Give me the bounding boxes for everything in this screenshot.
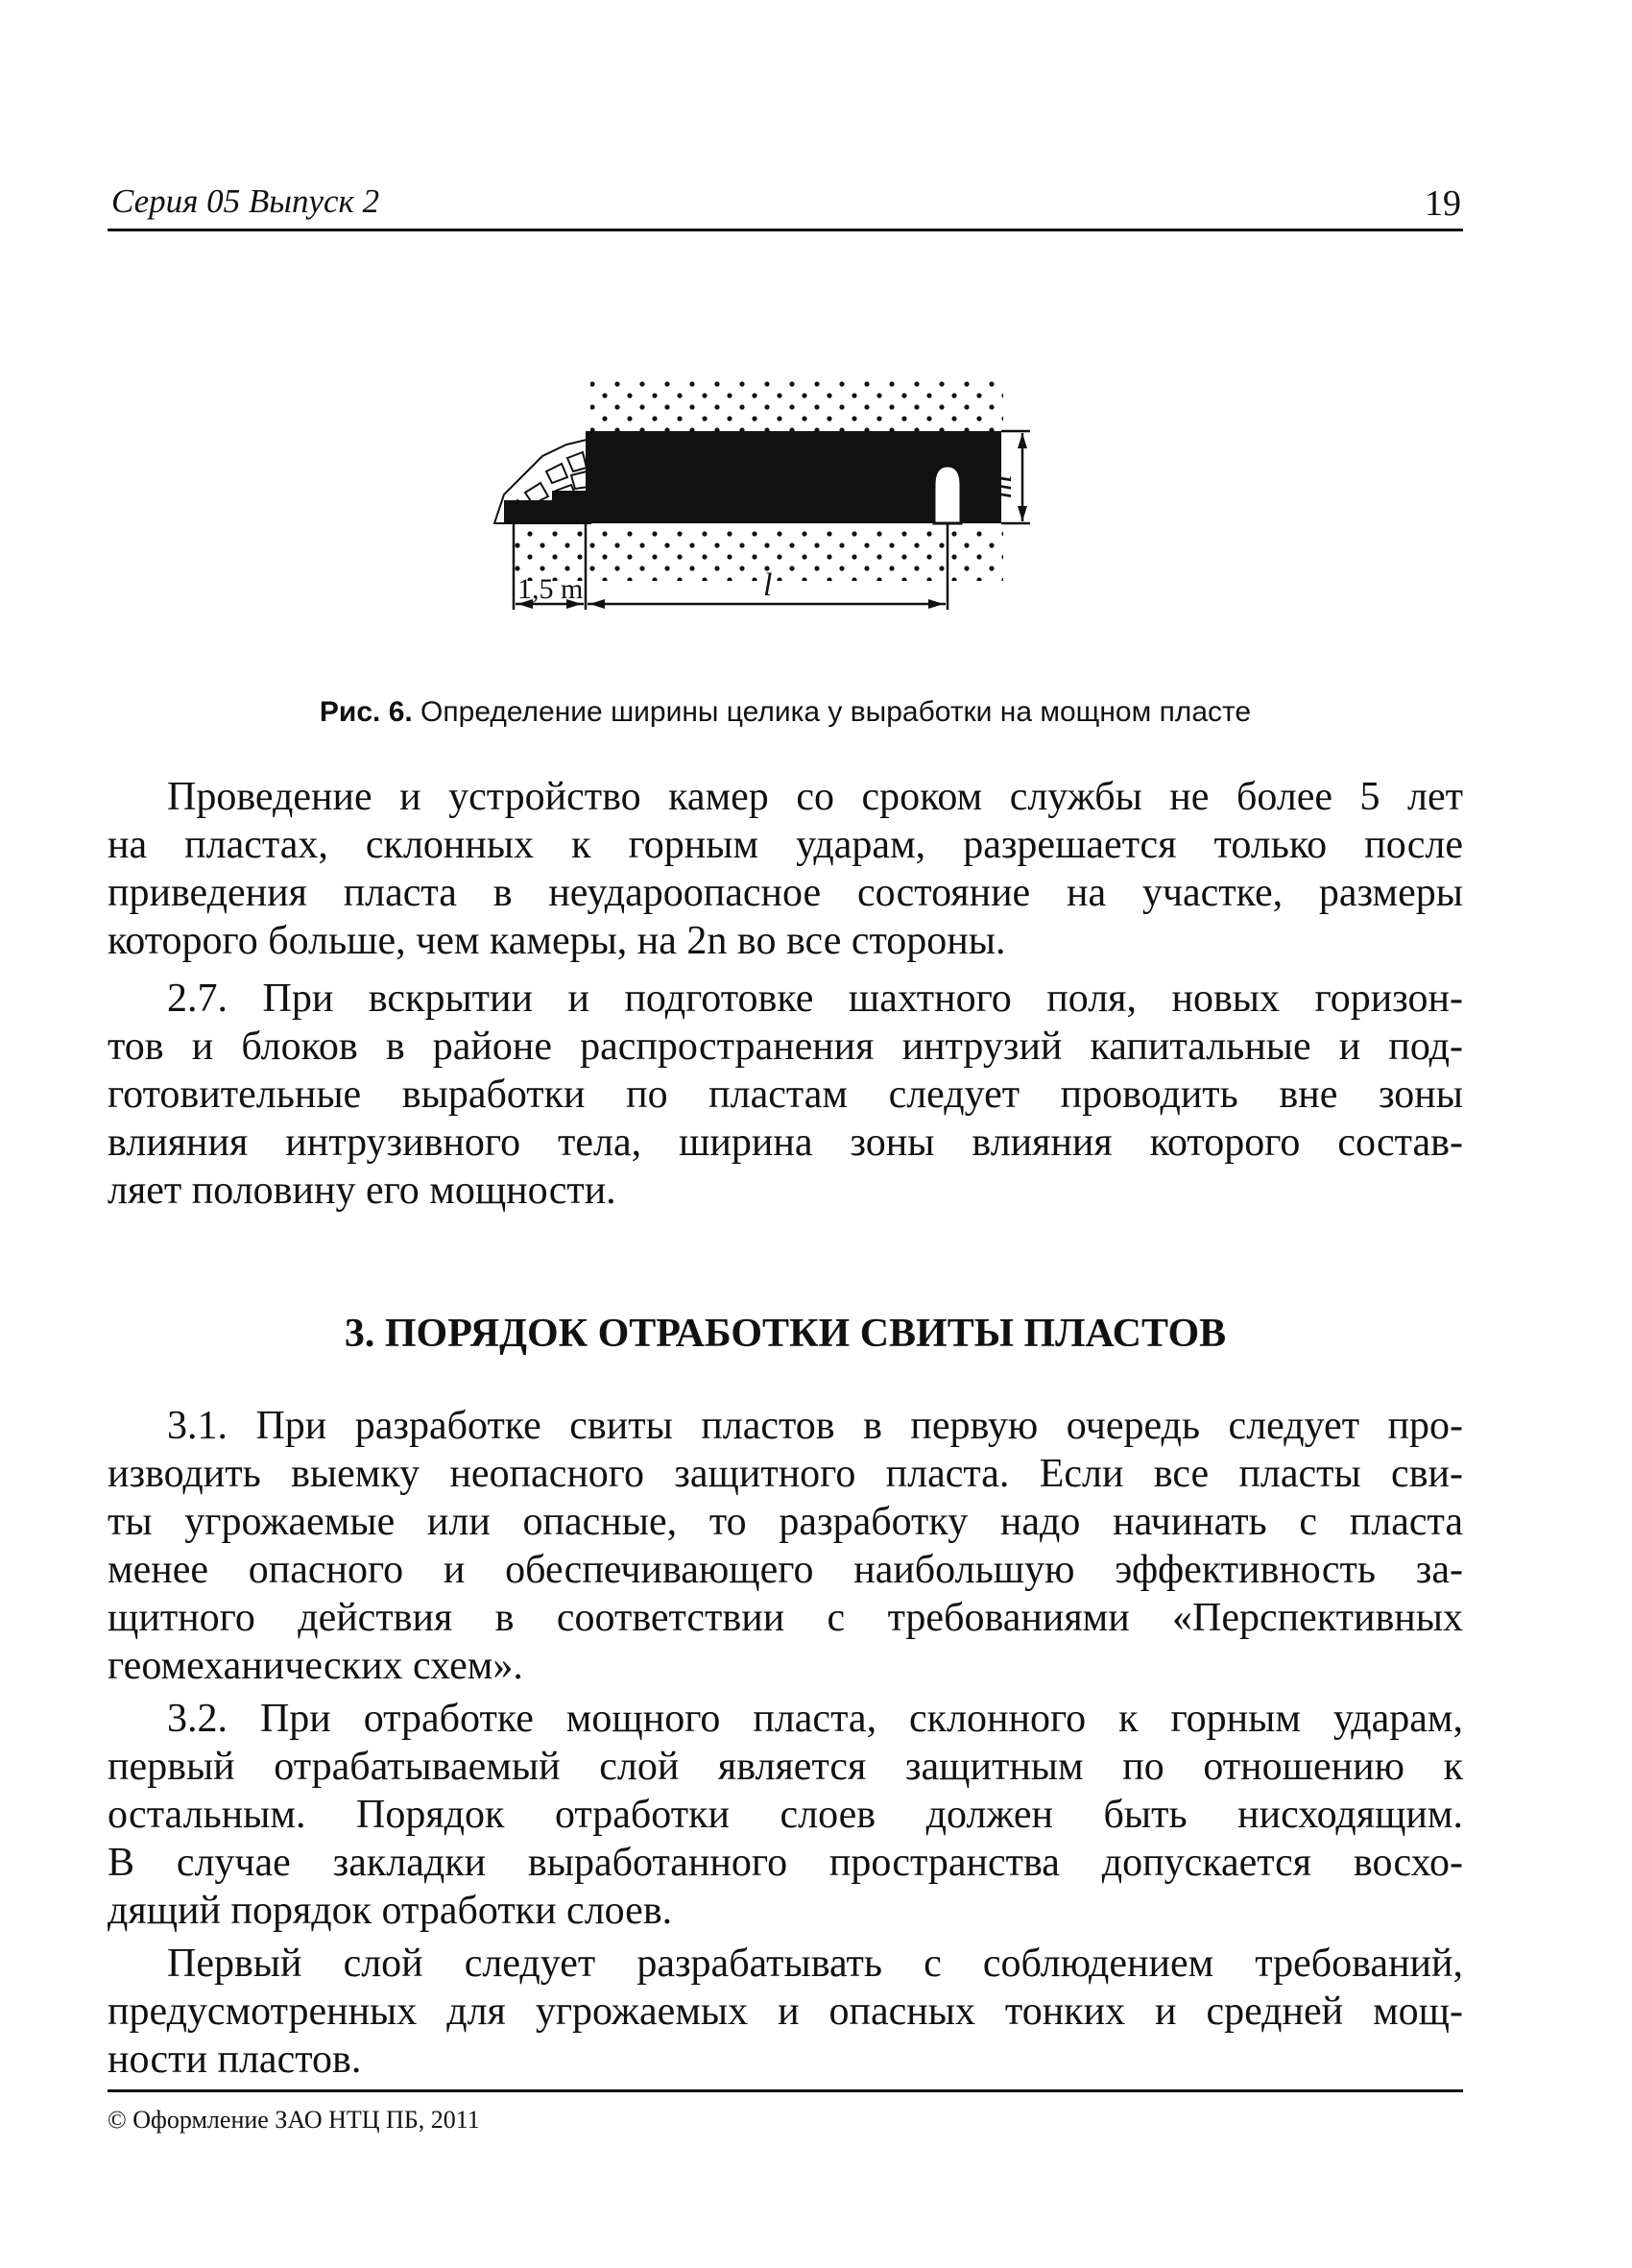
text-line: ты угрожаемые или опасные, то разработку надо начинать с пласта [108, 1500, 1463, 1544]
text-line: влияния интрузивного тела, ширина зоны влияния которого состав- [108, 1121, 1463, 1165]
caption-text: Определение ширины целика у выработки на мощном пласте [412, 696, 1252, 728]
text-line: ности пластов. [108, 2038, 362, 2082]
dim-label-height: m [983, 474, 1019, 499]
text-line: изводить выемку неопасного защитного пласта. Если все пласты сви- [108, 1452, 1463, 1496]
paragraph-5 [108, 1940, 1463, 2084]
upper-rock-layer [590, 379, 1003, 431]
text-line: щитного действия в соответствии с требованиями «Перспективных [108, 1596, 1463, 1640]
dim-label-span: l [763, 567, 773, 603]
text-line: остальным. Порядок отработки слоев должен быть нисходящим. [108, 1793, 1463, 1837]
page-header [108, 182, 1463, 231]
text-line: В случае закладки выработанного пространства допускается восхо- [108, 1841, 1463, 1885]
text-line: менее опасного и обеспечивающего наибольшую эффективность за- [108, 1548, 1463, 1592]
text-line: предусмотренных для угрожаемых и опасных тонких и средней мощ- [108, 1990, 1463, 2034]
figure-caption [108, 696, 1463, 729]
text-line: Первый слой следует разрабатывать с соблюдением требований, [167, 1942, 1463, 1986]
paragraph-4 [108, 1695, 1463, 1935]
paragraph-2 [108, 975, 1463, 1215]
page-number: 19 [1425, 183, 1461, 224]
footer-divider [108, 2089, 1463, 2092]
section-title: 3. ПОРЯДОК ОТРАБОТКИ СВИТЫ ПЛАСТОВ [344, 1312, 1227, 1356]
text-line: 3.2. При отработке мощного пласта, склонного к горным ударам, [167, 1697, 1463, 1741]
text-line: готовительные выработки по пластам следует проводить вне зоны [108, 1073, 1463, 1117]
text-line: которого больше, чем камеры, на 2n во все стороны. [108, 919, 1006, 963]
text-line: на пластах, склонных к горным ударам, разрешается только после [108, 823, 1463, 867]
text-line: ляет половину его мощности. [108, 1169, 616, 1213]
text-line: геомеханических схем». [108, 1644, 523, 1688]
working-opening [934, 466, 961, 523]
caption-label: Рис. 6. [319, 696, 413, 728]
text-line: 3.1. При разработке свиты пластов в первую очередь следует про- [167, 1404, 1463, 1448]
text-line: приведения пласта в неудароопасное состояние на участке, размеры [108, 871, 1463, 915]
series-label: Серия 05 Выпуск 2 [111, 182, 380, 220]
lower-rock-layer [514, 529, 1003, 581]
copyright-footer: © Оформление ЗАО НТЦ ПБ, 2011 [108, 2106, 480, 2134]
paragraph-1 [108, 773, 1463, 965]
paragraph-3 [108, 1402, 1463, 1690]
seam-diagram [437, 379, 1061, 648]
dim-label-left: 1,5 m [517, 573, 584, 605]
text-line: первый отрабатываемый слой является защитным по отношению к [108, 1745, 1463, 1789]
text-line: Проведение и устройство камер со сроком службы не более 5 лет [167, 775, 1463, 819]
text-line: 2.7. При вскрытии и подготовке шахтного поля, новых горизон- [167, 977, 1463, 1021]
text-line: дящий порядок отработки слоев. [108, 1889, 673, 1933]
text-line: тов и блоков в районе распространения интрузий капитальные и под- [108, 1025, 1463, 1069]
